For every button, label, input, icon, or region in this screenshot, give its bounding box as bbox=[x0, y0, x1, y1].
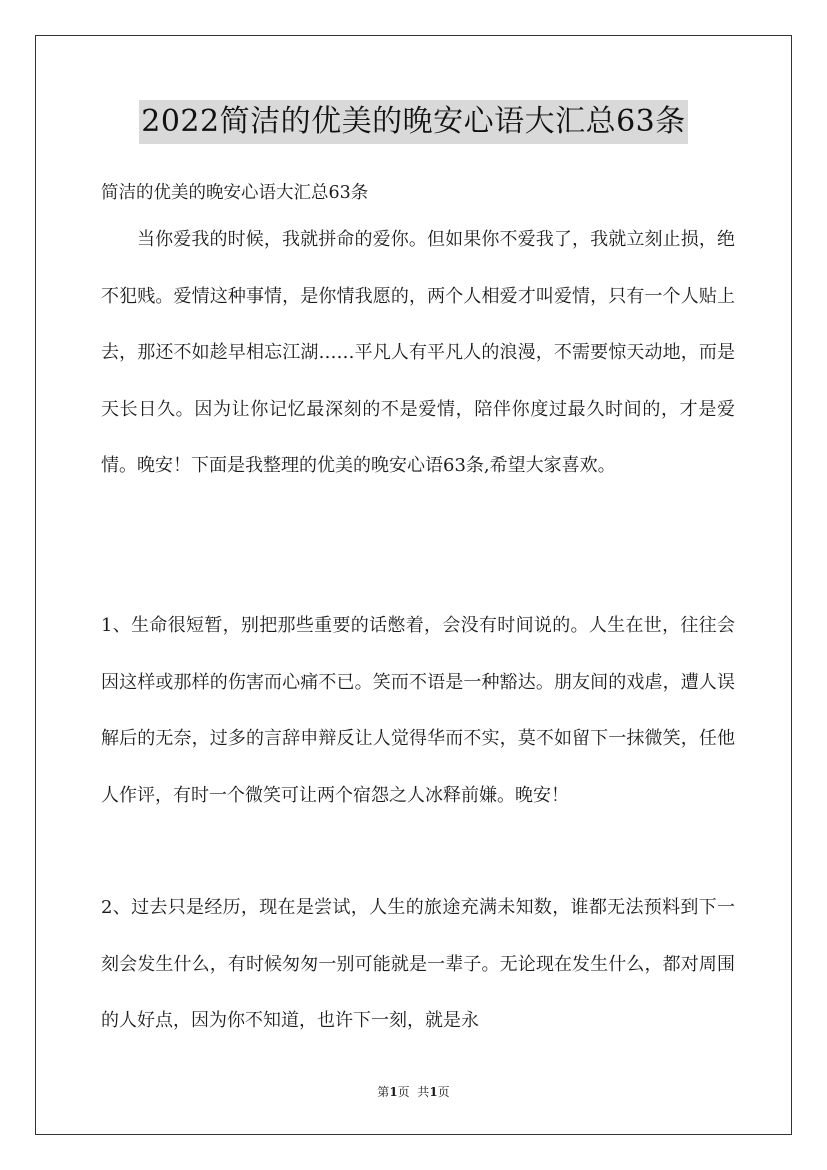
page-label-mid: 页 共 bbox=[397, 1085, 430, 1099]
title-container bbox=[0, 100, 827, 144]
document-title: 2022简洁的优美的晚安心语大汇总63条 bbox=[139, 100, 688, 144]
list-item: 2、过去只是经历，现在是尝试，人生的旅途充满未知数，谁都无法预料到下一刻会发生什么，有时候匆匆一别可能就是一辈子。无论现在发生什么，都对周围的人好点，因为你不知道，也许下一刻，就是永 bbox=[101, 897, 735, 1031]
page-label-pre: 第 bbox=[377, 1085, 390, 1099]
list-item: 1、生命很短暂，别把那些重要的话憋着，会没有时间说的。人生在世，往往会因这样或那样的伤害而心痛不已。笑而不语是一种豁达。朋友间的戏虐，遭人误解后的无奈，过多的言辞申辩反让人觉得华而不实，莫不如留下一抹微笑，任他人作评，有时一个微笑可让两个宿怨之人冰释前嫌。晚安！ bbox=[101, 615, 735, 806]
page-current-number: 1 bbox=[389, 1085, 398, 1099]
page-total-number: 1 bbox=[429, 1085, 438, 1099]
document-subtitle: 简洁的优美的晚安心语大汇总63条 bbox=[101, 183, 369, 203]
intro-paragraph: 当你爱我的时候，我就拼命的爱你。但如果你不爱我了，我就立刻止损，绝不犯贱。爱情这种事情，是你情我愿的，两个人相爱才叫爱情，只有一个人贴上去，那还不如趁早相忘江湖……平凡人有平凡人的浪漫，不需要惊天动地，而是天长日久。因为让你记忆最深刻的不是爱情，陪伴你度过最久时间的，才是爱情。晚安！下面是我整理的优美的晚安心语63条,希望大家喜欢。 bbox=[101, 229, 735, 476]
page-footer bbox=[0, 1083, 827, 1101]
page-label-post: 页 bbox=[437, 1085, 450, 1099]
